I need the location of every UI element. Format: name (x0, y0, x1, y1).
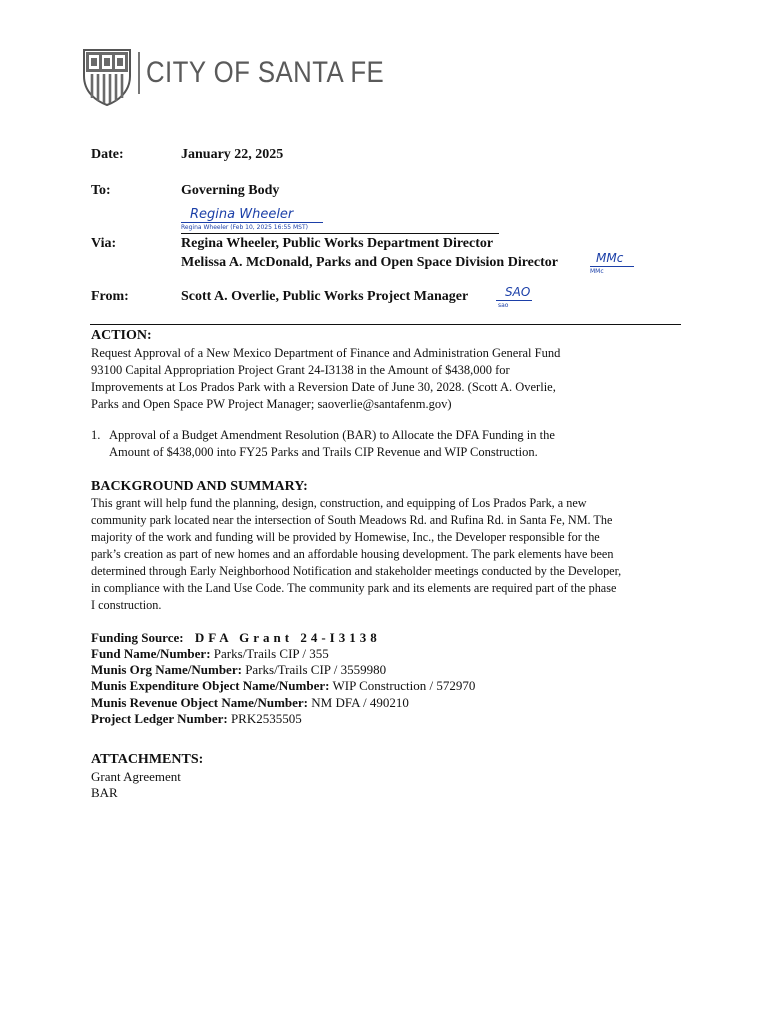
funding-source-value: DFA Grant 24-I3138 (194, 630, 381, 645)
background-text (91, 495, 691, 614)
header-divider (90, 324, 681, 325)
action-heading: ACTION: (91, 328, 152, 343)
munis-revenue (91, 694, 409, 711)
background-line: park’s creation as part of new homes and an affordable housing development. The park elements have been (91, 547, 614, 561)
mmc-signature: MMc (596, 251, 624, 265)
munis-revenue-value: NM DFA / 490210 (311, 695, 409, 710)
funding-source-label: Funding Source: (91, 630, 184, 645)
project-ledger-label: Project Ledger Number: (91, 711, 228, 726)
via-signature-line (181, 233, 499, 234)
sao-signature: SAO (505, 285, 531, 299)
munis-expenditure (91, 677, 475, 694)
action-text (91, 345, 691, 413)
background-line: This grant will help fund the planning, design, construction, and equipping of Los Prados Park, a new (91, 496, 587, 510)
funding-source (91, 629, 381, 646)
munis-expenditure-value: WIP Construction / 572970 (332, 678, 476, 693)
background-line: determined through Early Neighborhood Notification and stakeholder meetings conducted by the Developer, (91, 564, 622, 578)
date-value: January 22, 2025 (181, 147, 284, 162)
fund-name (91, 645, 329, 662)
regina-signature: Regina Wheeler (190, 207, 294, 222)
project-ledger-value: PRK2535505 (230, 711, 302, 726)
regina-signature-line (181, 222, 323, 223)
fund-name-value: Parks/Trails CIP / 355 (213, 646, 329, 661)
date-label: Date: (91, 147, 124, 162)
sao-initials: sao (498, 302, 509, 309)
mmc-initials: MMc (590, 268, 604, 275)
action-line: Request Approval of a New Mexico Department of Finance and Administration General Fund (91, 346, 561, 360)
sao-signature-line (496, 300, 532, 301)
via-line-2: Melissa A. McDonald, Parks and Open Space Division Director (181, 255, 558, 270)
munis-expenditure-label: Munis Expenditure Object Name/Number: (91, 678, 330, 693)
city-seal-icon (80, 46, 134, 106)
munis-org-label: Munis Org Name/Number: (91, 662, 242, 677)
action-line: Improvements at Los Prados Park with a Reversion Date of June 30, 2028. (Scott A. Overlie, (91, 380, 556, 394)
background-line: community park located near the intersection of South Meadows Rd. and Rufina Rd. in Santa Fe, NM. The (91, 513, 613, 527)
fund-name-label: Fund Name/Number: (91, 646, 211, 661)
attachments-heading: ATTACHMENTS: (91, 752, 204, 767)
regina-signature-stamp: Regina Wheeler (Feb 10, 2025 16:55 MST) (181, 224, 308, 231)
munis-revenue-label: Munis Revenue Object Name/Number: (91, 695, 308, 710)
from-value: Scott A. Overlie, Public Works Project Manager (181, 289, 469, 304)
background-line: majority of the work and funding will be provided by Homewise, Inc., the Developer responsible for the (91, 530, 600, 544)
project-ledger (91, 710, 302, 727)
via-label: Via: (91, 236, 117, 251)
attachment-item: BAR (91, 785, 118, 800)
action-item (109, 427, 689, 461)
logo-divider (138, 52, 140, 94)
action-line: Parks and Open Space PW Project Manager; saoverlie@santafenm.gov) (91, 397, 452, 411)
background-line: I construction. (91, 598, 162, 612)
background-line: in compliance with the Land Use Code. The community park and its elements are required part of the phase (91, 581, 617, 595)
action-item-number: 1. (91, 428, 101, 442)
mmc-signature-line (590, 266, 634, 267)
to-value: Governing Body (181, 183, 280, 198)
from-label: From: (91, 289, 129, 304)
city-logo (80, 46, 385, 106)
munis-org-value: Parks/Trails CIP / 3559980 (245, 662, 387, 677)
org-name: CITY OF SANTA FE (146, 56, 385, 89)
to-label: To: (91, 183, 111, 198)
action-item-line: Approval of a Budget Amendment Resolution (BAR) to Allocate the DFA Funding in the (109, 428, 555, 442)
action-line: 93100 Capital Appropriation Project Grant 24-I3138 in the Amount of $438,000 for (91, 363, 510, 377)
action-item-line: Amount of $438,000 into FY25 Parks and Trails CIP Revenue and WIP Construction. (109, 445, 538, 459)
background-heading: BACKGROUND AND SUMMARY: (91, 479, 308, 494)
munis-org (91, 661, 386, 678)
via-line-1: Regina Wheeler, Public Works Department Director (181, 236, 494, 251)
attachment-item: Grant Agreement (91, 769, 181, 784)
